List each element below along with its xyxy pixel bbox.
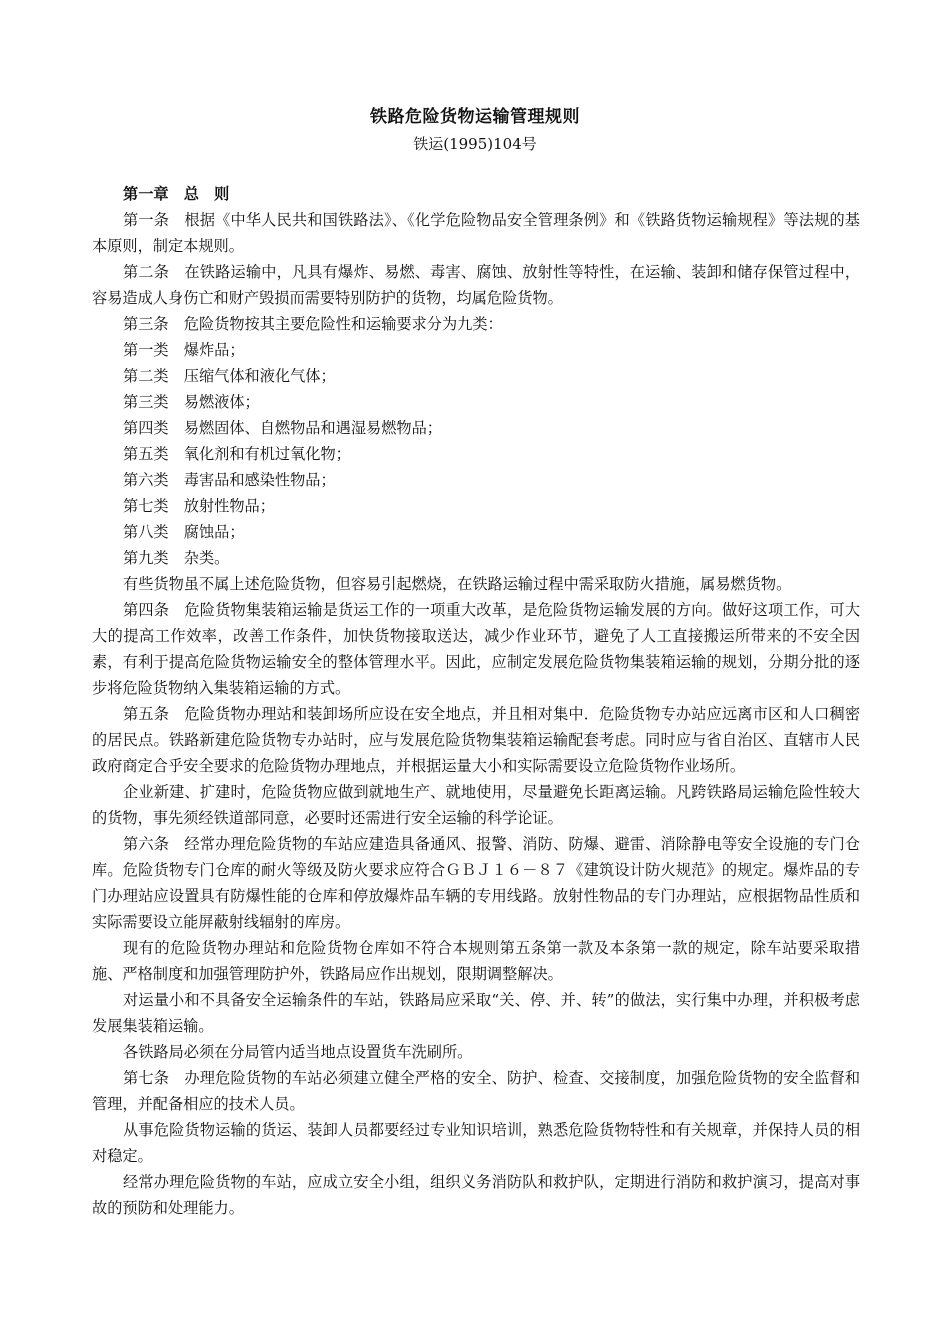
paragraph: 有些货物虽不属上述危险货物，但容易引起燃烧，在铁路运输过程中需采取防火措施，属易燃货物。 [123,575,792,593]
document-title: 铁路危险货物运输管理规则 [370,107,580,127]
paragraph: 对运量小和不具备安全运输条件的车站，铁路局应采取“关、停、并、转”的做法，实行集中办理，并积极考虑发展集装箱运输。 [92,991,860,1035]
paragraph: 第六条 经常办理危险货物的车站应建造具备通风、报警、消防、防爆、避雷、消除静电等安全设施的专门仓库。危险货物专门仓库的耐火等级及防火要求应符合ＧＢＪ１６－８７《建筑设计防火规范》的规定。爆炸品的专门办理站应设置具有防爆性能的仓库和停放爆炸品车辆的专用线路。放射性物品的专门办理站，应根据物品性质和实际需要设立能屏蔽射线辐射的库房。 [92,835,860,931]
paragraph: 第五条 危险货物办理站和装卸场所应设在安全地点，并且相对集中．危险货物专办站应远离市区和人口稠密的居民点。铁路新建危险货物专办站时，应与发展危险货物集装箱运输配套考虑。同时应与省自治区、直辖市人民政府商定合乎安全要求的危险货物办理地点，并根据运量大小和实际需要设立危险货物作业场所。 [92,705,860,775]
chapter-heading: 第一章 总 则 [123,185,230,203]
list-item: 第四类 易燃固体、自燃物品和遇湿易燃物品； [123,419,442,437]
list-item: 第九类 杂类。 [123,549,230,567]
paragraph: 第七条 办理危险货物的车站必须建立健全严格的安全、防护、检查、交接制度，加强危险货物的安全监督和管理，并配备相应的技术人员。 [92,1069,860,1113]
paragraph: 第二条 在铁路运输中，凡具有爆炸、易燃、毒害、腐蚀、放射性等特性，在运输、装卸和储存保管过程中，容易造成人身伤亡和财产毁损而需要特别防护的货物，均属危险货物。 [92,263,860,307]
list-item: 第二类 压缩气体和液化气体； [123,367,336,385]
list-item: 第三类 易燃液体； [123,393,260,411]
list-item: 第八类 腐蚀品； [123,523,245,541]
paragraph: 现有的危险货物办理站和危险货物仓库如不符合本规则第五条第一款及本条第一款的规定，除车站要采取措施、严格制度和加强管理防护外，铁路局应作出规划，限期调整解决。 [92,939,860,983]
list-item: 第五类 氧化剂和有机过氧化物； [123,445,351,463]
paragraph: 第一条 根据《中华人民共和国铁路法》、《化学危险物品安全管理条例》和《铁路货物运输规程》等法规的基本原则，制定本规则。 [92,211,860,255]
paragraph: 企业新建、扩建时，危险货物应做到就地生产、就地使用，尽量避免长距离运输。凡跨铁路局运输危险性较大的货物，事先须经铁道部同意，必要时还需进行安全运输的科学论证。 [92,783,860,827]
document-body [92,181,860,1221]
list-item: 第七类 放射性物品； [123,497,275,515]
paragraph: 第四条 危险货物集装箱运输是货运工作的一项重大改革，是危险货物运输发展的方向。做好这项工作，可大大的提高工作效率，改善工作条件，加快货物接取送达，减少作业环节，避免了人工直接搬运所带来的不安全因素，有利于提高危险货物运输安全的整体管理水平。因此，应制定发展危险货物集装箱运输的规划，分期分批的逐步将危险货物纳入集装箱运输的方式。 [92,601,860,697]
paragraph: 经常办理危险货物的车站，应成立安全小组，组织义务消防队和救护队，定期进行消防和救护演习，提高对事故的预防和处理能力。 [92,1173,860,1217]
paragraph: 各铁路局必须在分局管内适当地点设置货车洗刷所。 [123,1043,473,1061]
paragraph: 第三条 危险货物按其主要危险性和运输要求分为九类： [123,315,503,333]
list-item: 第一类 爆炸品； [123,341,245,359]
paragraph: 从事危险货物运输的货运、装卸人员都要经过专业知识培训，熟悉危险货物特性和有关规章，并保持人员的相对稳定。 [92,1121,860,1165]
list-item: 第六类 毒害品和感染性物品； [123,471,336,489]
document-subtitle: 铁运(1995)104号 [413,135,537,153]
